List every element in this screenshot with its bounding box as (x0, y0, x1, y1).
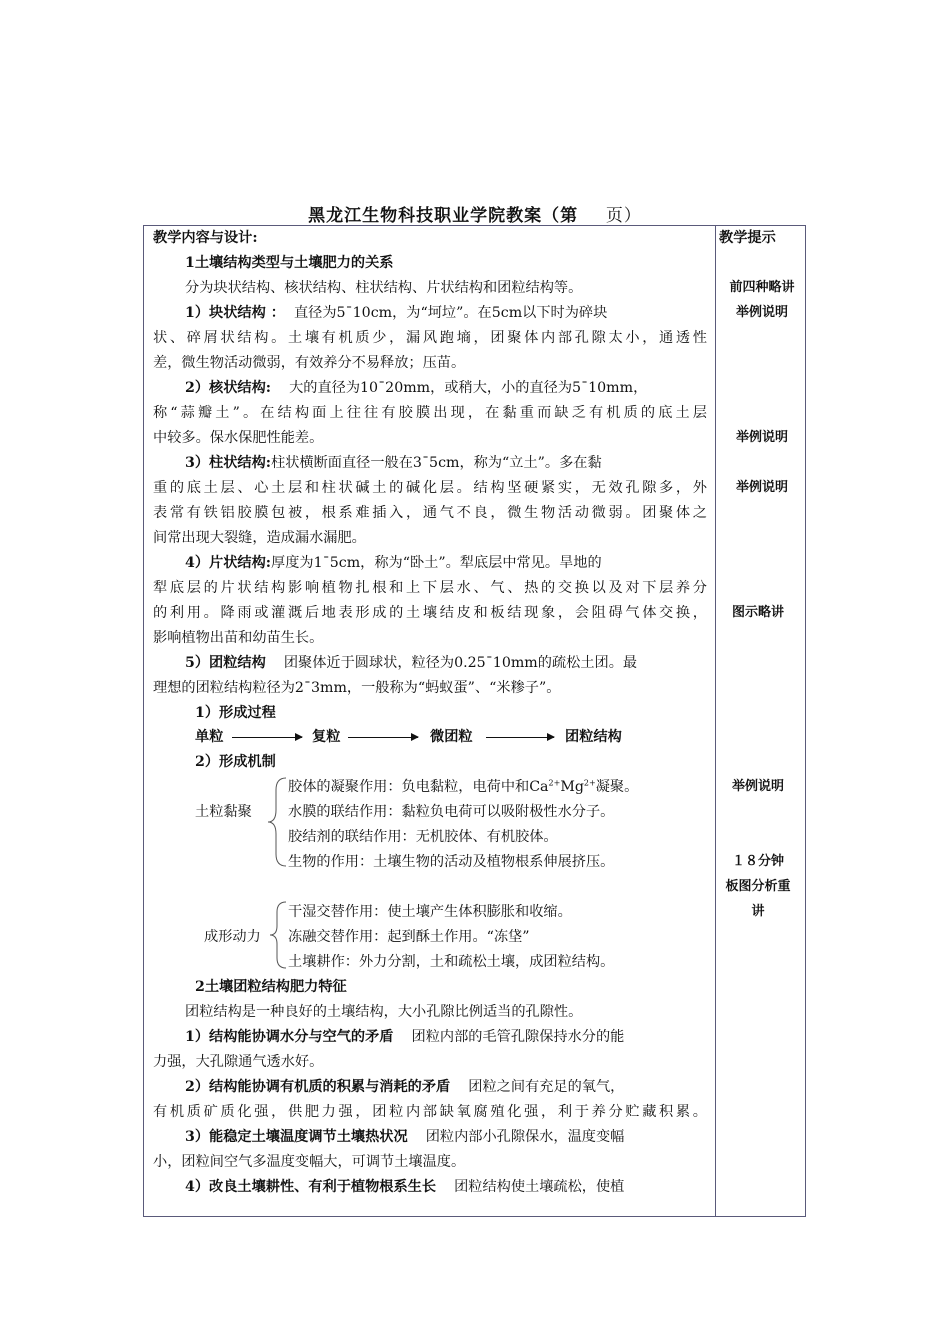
nut-structure-line3: 中较多。保水保肥性能差。 (153, 430, 324, 446)
mechanism-group1-label: 土粒黏聚 (195, 804, 252, 820)
nut-structure-line1: 2）核状结构: 大的直径为10¯20mm，或稍大，小的直径为5¯10mm， (185, 380, 648, 396)
process-arrow-2 (348, 737, 418, 738)
plate-structure-line2: 犁底层的片状结构影响植物扎根和上下层水、气、热的交换以及对下层养分 (153, 580, 707, 596)
brace-icon (268, 900, 288, 970)
mechanism-group2-item3: 土壤耕作：外力分割，土和疏松土壤，成团粒结构。 (288, 954, 615, 970)
mechanism-group2-item1: 干湿交替作用：使土壤产生体积膨胀和收缩。 (288, 904, 572, 920)
tip-example-1: 举例说明 (735, 305, 788, 320)
section1-intro: 分为块状结构、核状结构、柱状结构、片状结构和团粒结构等。 (185, 280, 583, 296)
mechanism-group1-item2: 水膜的联结作用：黏粒负电荷可以吸附极性水分子。 (288, 804, 615, 820)
feature4-line1: 4）改良土壤耕性、有利于植物根系生长 团粒结构使土壤疏松，使植 (185, 1179, 625, 1195)
mechanism-group2-item2: 冻融交替作用：起到酥土作用。“冻垡” (288, 929, 530, 945)
column-divider (715, 225, 716, 1217)
granular-structure-line2: 理想的团粒结构粒径为2¯3mm，一般称为“蚂蚁蛋”、“米糁子”。 (153, 680, 561, 696)
tip-key-lecture: 讲 (751, 904, 765, 919)
mechanism-group1-item1: 胶体的凝聚作用：负电黏粒，电荷中和$Ca^{2+}Mg^{2+}$凝聚。 (288, 778, 639, 795)
mechanism-group2-label: 成形动力 (204, 929, 261, 945)
nut-structure-line2: 称“蒜瓣土”。在结构面上往往有胶膜出现，在黏重而缺乏有机质的底土层 (153, 405, 707, 421)
tip-example-2: 举例说明 (735, 430, 788, 445)
process-step-compound: 复粒 (312, 729, 341, 745)
process-step-micro: 微团粒 (430, 729, 473, 745)
plate-structure-line1: 4）片状结构:厚度为1¯5cm，称为“卧土”。犁底层中常见。旱地的 (185, 555, 602, 571)
column-structure-line3: 表常有铁铝胶膜包被，根系难插入，通气不良，微生物活动微弱。团聚体之 (153, 505, 707, 521)
feature2-line2: 有机质矿质化强，供肥力强，团粒内部缺氧腐殖化强，利于养分贮藏积累。 (153, 1104, 707, 1120)
tip-diagram-brief: 图示略讲 (731, 605, 784, 620)
process-arrow-1 (232, 737, 302, 738)
tips-header: 教学提示 (719, 230, 776, 246)
formation-mechanism-heading: 2）形成机制 (195, 754, 276, 770)
tip-example-4: 举例说明 (731, 779, 784, 794)
granular-structure-line1: 5）团粒结构 团聚体近于圆球状，粒径为0.25¯10mm的疏松土团。最 (185, 655, 638, 671)
plate-structure-line4: 影响植物出苗和幼苗生长。 (153, 630, 324, 646)
block-structure-line3: 差，微生物活动微弱，有效养分不易释放；压苗。 (153, 355, 466, 371)
tip-example-3: 举例说明 (735, 480, 788, 495)
column-structure-line4: 间常出现大裂缝，造成漏水漏肥。 (153, 530, 366, 546)
section2-heading: 2土壤团粒结构肥力特征 (195, 979, 347, 995)
process-step-single: 单粒 (195, 729, 224, 745)
feature1-line1: 1）结构能协调水分与空气的矛盾 团粒内部的毛管孔隙保持水分的能 (185, 1029, 625, 1045)
content-header: 教学内容与设计: (153, 230, 258, 246)
feature3-line2: 小，团粒间空气多温度变幅大，可调节土壤温度。 (153, 1154, 466, 1170)
section1-heading: 1土壤结构类型与土壤肥力的关系 (185, 255, 394, 271)
column-structure-line1: 3）柱状结构:柱状横断面直径一般在3¯5cm，称为“立土”。多在黏 (185, 455, 602, 471)
mechanism-group1-item4: 生物的作用：土壤生物的活动及植物根系伸展挤压。 (288, 854, 615, 870)
plate-structure-line3: 的利用。降雨或灌溉后地表形成的土壤结皮和板结现象，会阻碍气体交换， (153, 605, 707, 621)
formation-process-heading: 1）形成过程 (195, 705, 276, 721)
mechanism-group1-item3: 胶结剂的联结作用：无机胶体、有机胶体。 (288, 829, 558, 845)
tip-brief-first-four: 前四种略讲 (729, 280, 795, 295)
process-step-granular: 团粒结构 (565, 729, 622, 745)
section2-intro: 团粒结构是一种良好的土壤结构，大小孔隙比例适当的孔隙性。 (185, 1004, 583, 1020)
column-structure-line2: 重的底土层、心土层和柱状碱土的碱化层。结构坚硬紧实，无效孔隙多，外 (153, 480, 707, 496)
tip-board-analysis: 板图分析重 (725, 879, 791, 894)
block-structure-line2: 状、碎屑状结构。土壤有机质少，漏风跑墒，团聚体内部孔隙太小，通透性 (153, 330, 707, 346)
page-title: 黑龙江生物科技职业学院教案（第 页） (308, 206, 642, 226)
feature3-line1: 3）能稳定土壤温度调节土壤热状况 团粒内部小孔隙保水，温度变幅 (185, 1129, 625, 1145)
process-arrow-3 (486, 737, 554, 738)
brace-icon (266, 776, 288, 868)
feature1-line2: 力强，大孔隙通气透水好。 (153, 1054, 324, 1070)
feature2-line1: 2）结构能协调有机质的积累与消耗的矛盾 团粒之间有充足的氧气， (185, 1079, 625, 1095)
block-structure-line1: 1）块状结构 ： 直径为5¯10cm，为“坷垃”。在5cm以下时为碎块 (185, 305, 608, 321)
tip-duration: １８分钟 (731, 854, 784, 869)
